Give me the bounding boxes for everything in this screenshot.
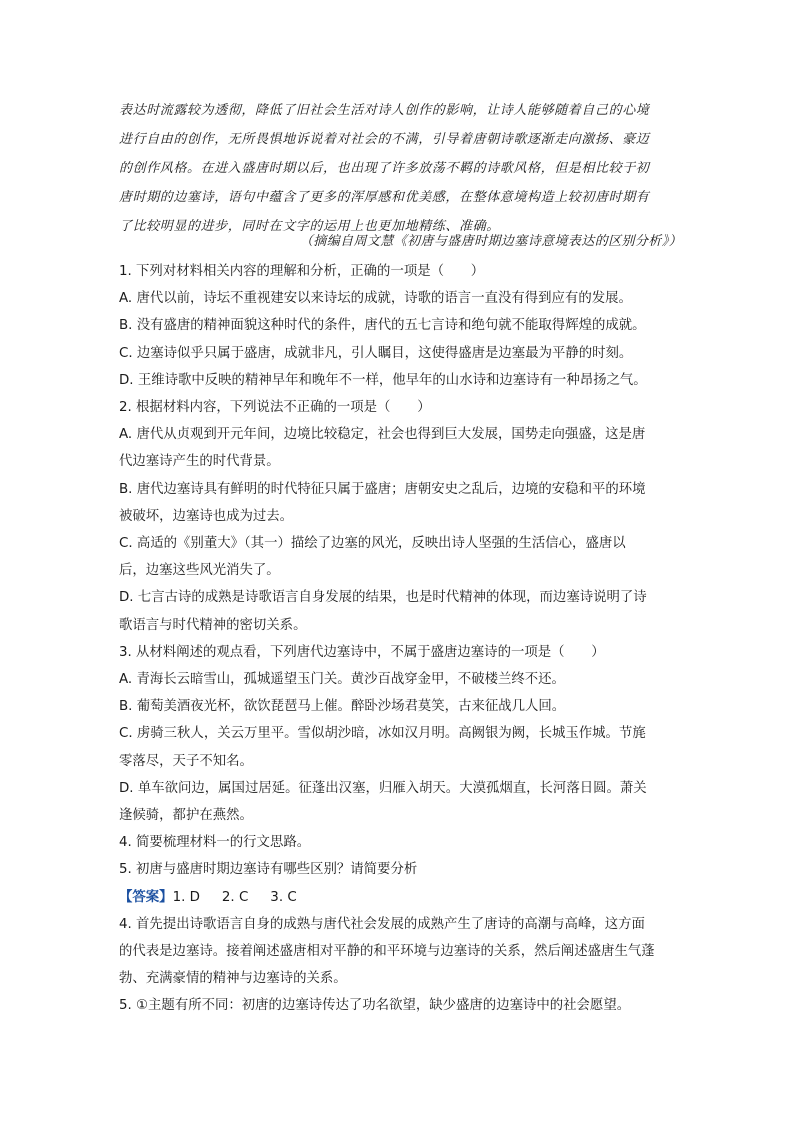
passage-line: 表达时流露较为透彻，降低了旧社会生活对诗人创作的影响，让诗人能够随着自己的心境	[119, 103, 650, 118]
passage-line: 了比较明显的进步，同时在文字的运用上也更加地精练、准确。	[119, 219, 500, 234]
question-2-option-b-line1: B. 唐代边塞诗具有鲜明的时代特征只属于盛唐；唐朝安史之乱后，边境的安稳和平的环境	[119, 481, 646, 497]
passage-line: 唐时期的边塞诗，语句中蕴含了更多的浑厚感和优美感，在整体意境构造上较初唐时期有	[119, 190, 650, 205]
question-5-stem: 5. 初唐与盛唐时期边塞诗有哪些区别？请简要分析	[119, 862, 418, 878]
passage-line: 的创作风格。在进入盛唐时期以后，也出现了许多放荡不羁的诗歌风格，但是相比较于初	[119, 161, 650, 176]
question-3-option-d-line1: D. 单车欲问边，属国过居延。征蓬出汉塞，归雁入胡天。大漠孤烟直，长河落日圆。萧关	[119, 780, 647, 796]
answer-mc-2: 2. C	[221, 889, 249, 905]
passage-text	[119, 96, 679, 241]
question-3-option-b: B. 葡萄美酒夜光杯，欲饮琵琶马上催。醉卧沙场君莫笑，古来征战几人回。	[119, 699, 566, 715]
answer-4-line2: 的代表是边塞诗。接着阐述盛唐相对平静的和平环境与边塞诗的关系，然后阐述盛唐生气蓬	[119, 944, 655, 960]
question-2-option-d-line1: D. 七言古诗的成熟是诗歌语言自身发展的结果，也是时代精神的体现，而边塞诗说明了诗	[119, 590, 647, 606]
question-1-option-d: D. 王维诗歌中反映的精神早年和晚年不一样，他早年的山水诗和边塞诗有一种昂扬之气。	[119, 372, 647, 388]
question-3-option-d-line2: 逢候骑，都护在燕然。	[119, 808, 253, 824]
question-2-option-a-line2: 代边塞诗产生的时代背景。	[119, 454, 280, 470]
question-2-option-b-line2: 被破坏，边塞诗也成为过去。	[119, 508, 294, 524]
question-2-option-c-line2: 后，边塞这些风光消失了。	[119, 563, 280, 579]
questions-section	[119, 258, 679, 1020]
answer-4-line1: 4. 首先提出诗歌语言自身的成熟与唐代社会发展的成熟产生了唐诗的高潮与高峰，这方面	[119, 916, 645, 932]
question-4-stem: 4. 简要梳理材料一的行文思路。	[119, 835, 311, 851]
question-3-stem: 3. 从材料阐述的观点看，下列唐代边塞诗中，不属于盛唐边塞诗的一项是（ ）	[119, 644, 605, 660]
answer-line	[119, 884, 679, 911]
question-3-option-c-line2: 零落尽，天子不知名。	[119, 753, 253, 769]
answer-tag: 【答案】	[119, 889, 173, 905]
question-2-stem: 2. 根据材料内容，下列说法不正确的一项是（ ）	[119, 400, 431, 416]
question-1-stem: 1. 下列对材料相关内容的理解和分析，正确的一项是（ ）	[119, 264, 485, 279]
question-1-option-a: A. 唐代以前，诗坛不重视建安以来诗坛的成就，诗歌的语言一直没有得到应有的发展。	[119, 291, 632, 307]
answer-5-line1: 5. ①主题有所不同：初唐的边塞诗传达了功名欲望，缺少盛唐的边塞诗中的社会愿望。	[119, 998, 631, 1014]
question-3-option-c-line1: C. 虏骑三秋人，关云万里平。雪似胡沙暗，冰如汉月明。高阙银为阙，长城玉作城。节旄	[119, 726, 646, 742]
passage-source: （摘编自周文慧《初唐与盛唐时期边塞诗意境表达的区别分析》）	[299, 234, 682, 249]
answer-4-line3: 勃、充满豪情的精神与边塞诗的关系。	[119, 971, 347, 987]
question-1-option-b: B. 没有盛唐的精神面貌这种时代的条件，唐代的五七言诗和绝句就不能取得辉煌的成就。	[119, 318, 646, 334]
answer-mc-3: 3. C	[270, 889, 297, 905]
question-2-option-d-line2: 歌语言与时代精神的密切关系。	[119, 617, 307, 633]
answer-mc-1: 1. D	[172, 889, 200, 905]
passage-line: 进行自由的创作，无所畏惧地诉说着对社会的不满，引导着唐朝诗歌逐渐走向激扬、豪迈	[119, 132, 650, 147]
question-1-option-c: C. 边塞诗似乎只属于盛唐，成就非凡，引人瞩目，这使得盛唐是边塞最为平静的时刻。	[119, 345, 633, 361]
question-2-option-a-line1: A. 唐代从贞观到开元年间，边境比较稳定，社会也得到巨大发展，国势走向强盛，这是唐	[119, 427, 646, 443]
question-3-option-a: A. 青海长云暗雪山，孤城遥望玉门关。黄沙百战穿金甲，不破楼兰终不还。	[119, 672, 565, 688]
question-2-option-c-line1: C. 高适的《别董大》（其一）描绘了边塞的风光，反映出诗人坚强的生活信心，盛唐以	[119, 536, 626, 552]
